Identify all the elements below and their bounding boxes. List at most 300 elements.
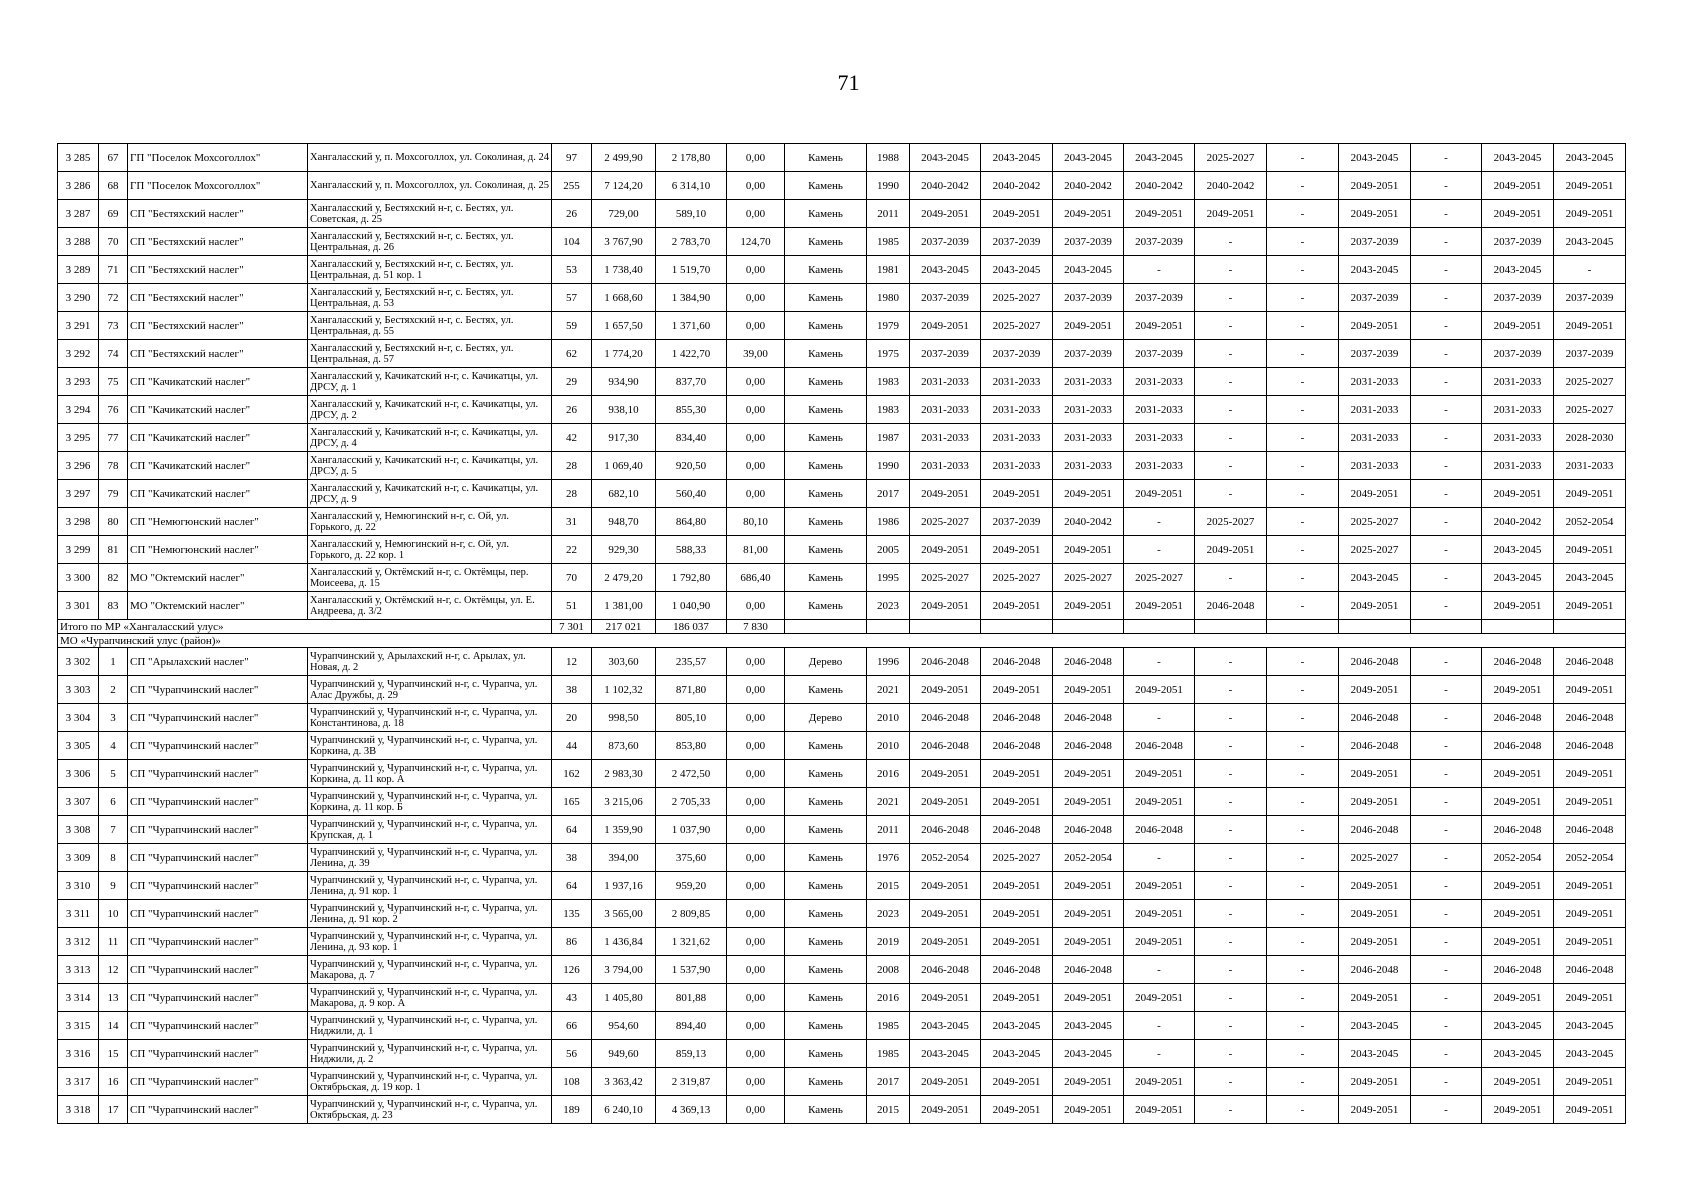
table-cell: 998,50 bbox=[592, 704, 656, 732]
table-cell: 2025-2027 bbox=[1554, 396, 1626, 424]
table-row bbox=[58, 424, 1626, 452]
table-cell: - bbox=[1411, 312, 1482, 340]
table-cell: 72 bbox=[99, 284, 128, 312]
table-cell: - bbox=[1411, 1096, 1482, 1124]
table-cell: 2043-2045 bbox=[910, 144, 981, 172]
table-cell: 3 310 bbox=[58, 872, 99, 900]
table-cell: 834,40 bbox=[656, 424, 727, 452]
table-cell: 560,40 bbox=[656, 480, 727, 508]
table-cell: 3 285 bbox=[58, 144, 99, 172]
table-cell: 2049-2051 bbox=[1339, 760, 1411, 788]
table-cell: 2049-2051 bbox=[1554, 676, 1626, 704]
table-cell: - bbox=[1267, 788, 1339, 816]
table-cell: 1 519,70 bbox=[656, 256, 727, 284]
table-cell: 3 bbox=[99, 704, 128, 732]
table-cell: 2037-2039 bbox=[910, 228, 981, 256]
table-cell: 0,00 bbox=[727, 704, 785, 732]
table-cell: - bbox=[1267, 368, 1339, 396]
table-cell: 0,00 bbox=[727, 592, 785, 620]
table-cell: 2040-2042 bbox=[1053, 172, 1124, 200]
table-cell: 3 307 bbox=[58, 788, 99, 816]
table-row bbox=[58, 172, 1626, 200]
table-cell: 2046-2048 bbox=[1053, 704, 1124, 732]
table-cell: 82 bbox=[99, 564, 128, 592]
table-cell: 2049-2051 bbox=[1124, 984, 1195, 1012]
table-cell: 2043-2045 bbox=[1554, 144, 1626, 172]
table-cell: 39,00 bbox=[727, 340, 785, 368]
table-cell: 2 178,80 bbox=[656, 144, 727, 172]
table-cell: 2049-2051 bbox=[1554, 760, 1626, 788]
table-cell: - bbox=[1124, 844, 1195, 872]
table-cell: - bbox=[1267, 1068, 1339, 1096]
table-cell: 2037-2039 bbox=[1124, 340, 1195, 368]
table-cell: 0,00 bbox=[727, 984, 785, 1012]
table-cell: - bbox=[1267, 284, 1339, 312]
table-cell: 2025-2027 bbox=[910, 508, 981, 536]
table-cell: Камень bbox=[785, 256, 867, 284]
table-row bbox=[58, 284, 1626, 312]
table-cell: 2031-2033 bbox=[1339, 396, 1411, 424]
table-cell: 3 304 bbox=[58, 704, 99, 732]
table-cell: 2025-2027 bbox=[981, 284, 1053, 312]
table-cell: СП "Чурапчинский наслег" bbox=[128, 704, 308, 732]
table-cell: 1996 bbox=[867, 648, 910, 676]
table-cell: 2046-2048 bbox=[1554, 648, 1626, 676]
table-cell: 1983 bbox=[867, 396, 910, 424]
table-cell: - bbox=[1195, 284, 1267, 312]
table-cell: Чурапчинский у, Чурапчинский н-г, с. Чурапча, ул. Октябрьская, д. 19 кор. 1 bbox=[308, 1068, 552, 1096]
table-cell: Дерево bbox=[785, 648, 867, 676]
table-cell: 68 bbox=[99, 172, 128, 200]
table-cell: - bbox=[1411, 984, 1482, 1012]
table-row bbox=[58, 676, 1626, 704]
table-cell: - bbox=[1124, 704, 1195, 732]
table-cell: 2037-2039 bbox=[1053, 228, 1124, 256]
table-cell: 10 bbox=[99, 900, 128, 928]
table-cell: 1985 bbox=[867, 228, 910, 256]
total-living-area: 186 037 bbox=[656, 620, 727, 634]
table-cell: Камень bbox=[785, 172, 867, 200]
table-cell: - bbox=[1195, 312, 1267, 340]
table-cell: 2046-2048 bbox=[910, 816, 981, 844]
table-cell: 2031-2033 bbox=[981, 424, 1053, 452]
table-cell: - bbox=[1195, 228, 1267, 256]
table-cell: 1983 bbox=[867, 368, 910, 396]
table-cell: 1985 bbox=[867, 1012, 910, 1040]
table-cell: 53 bbox=[552, 256, 592, 284]
table-cell: 2040-2042 bbox=[1053, 508, 1124, 536]
table-cell: СП "Чурапчинский наслег" bbox=[128, 1068, 308, 1096]
table-cell: 2011 bbox=[867, 200, 910, 228]
table-row bbox=[58, 1068, 1626, 1096]
table-cell: 1 359,90 bbox=[592, 816, 656, 844]
table-cell: 2023 bbox=[867, 592, 910, 620]
table-cell: 1 040,90 bbox=[656, 592, 727, 620]
table-cell: СП "Чурапчинский наслег" bbox=[128, 872, 308, 900]
table-cell: 2049-2051 bbox=[910, 900, 981, 928]
table-cell: ГП "Поселок Мохсоголлох" bbox=[128, 144, 308, 172]
table-cell: 0,00 bbox=[727, 256, 785, 284]
table-cell: 2031-2033 bbox=[1124, 424, 1195, 452]
table-cell: 2049-2051 bbox=[1124, 872, 1195, 900]
table-cell: 26 bbox=[552, 200, 592, 228]
table-cell: 0,00 bbox=[727, 1068, 785, 1096]
table-cell: 2040-2042 bbox=[1124, 172, 1195, 200]
table-cell: 1976 bbox=[867, 844, 910, 872]
table-cell: 2037-2039 bbox=[1053, 284, 1124, 312]
table-row bbox=[58, 956, 1626, 984]
table-cell: 2049-2051 bbox=[981, 928, 1053, 956]
table-cell: 2049-2051 bbox=[1554, 536, 1626, 564]
table-cell: Хангаласский у, п. Мохсоголлох, ул. Соколиная, д. 25 bbox=[308, 172, 552, 200]
table-cell: 2037-2039 bbox=[1339, 340, 1411, 368]
table-cell: 917,30 bbox=[592, 424, 656, 452]
table-cell: 853,80 bbox=[656, 732, 727, 760]
table-cell: СП "Качикатский наслег" bbox=[128, 452, 308, 480]
table-row bbox=[58, 704, 1626, 732]
table-cell: ГП "Поселок Мохсоголлох" bbox=[128, 172, 308, 200]
table-cell: 2052-2054 bbox=[1554, 844, 1626, 872]
table-cell: - bbox=[1195, 396, 1267, 424]
table-cell: 108 bbox=[552, 1068, 592, 1096]
table-row bbox=[58, 816, 1626, 844]
table-cell: 15 bbox=[99, 1040, 128, 1068]
table-cell: 255 bbox=[552, 172, 592, 200]
table-cell: 938,10 bbox=[592, 396, 656, 424]
table-cell: Хангаласский у, Качикатский н-г, с. Качикатцы, ул. ДРСУ, д. 9 bbox=[308, 480, 552, 508]
table-cell: 3 303 bbox=[58, 676, 99, 704]
table-row bbox=[58, 732, 1626, 760]
table-cell: 2049-2051 bbox=[1124, 480, 1195, 508]
table-cell: 2049-2051 bbox=[1339, 480, 1411, 508]
table-cell: 76 bbox=[99, 396, 128, 424]
table-cell: 2049-2051 bbox=[1053, 536, 1124, 564]
total-apartments: 7 301 bbox=[552, 620, 592, 634]
table-cell: 124,70 bbox=[727, 228, 785, 256]
table-cell: 2040-2042 bbox=[1195, 172, 1267, 200]
table-cell: 2028-2030 bbox=[1554, 424, 1626, 452]
table-cell: 2049-2051 bbox=[1053, 312, 1124, 340]
table-cell: 2037-2039 bbox=[1482, 228, 1554, 256]
table-cell: 1975 bbox=[867, 340, 910, 368]
table-cell: 1 436,84 bbox=[592, 928, 656, 956]
table-cell: - bbox=[1411, 844, 1482, 872]
table-cell: 2049-2051 bbox=[910, 984, 981, 1012]
table-cell: Камень bbox=[785, 536, 867, 564]
table-cell: СП "Бестяхский наслег" bbox=[128, 284, 308, 312]
table-cell: 3 296 bbox=[58, 452, 99, 480]
table-cell: 0,00 bbox=[727, 956, 785, 984]
table-cell: - bbox=[1267, 340, 1339, 368]
table-row bbox=[58, 368, 1626, 396]
table-cell: 2037-2039 bbox=[910, 284, 981, 312]
table-cell: 2049-2051 bbox=[1053, 760, 1124, 788]
table-cell: 2037-2039 bbox=[981, 228, 1053, 256]
table-cell: 2046-2048 bbox=[1195, 592, 1267, 620]
table-cell: 4 369,13 bbox=[656, 1096, 727, 1124]
table-cell: 2046-2048 bbox=[1339, 648, 1411, 676]
table-row bbox=[58, 256, 1626, 284]
table-cell: 3 297 bbox=[58, 480, 99, 508]
table-cell: 2017 bbox=[867, 1068, 910, 1096]
table-cell: 2049-2051 bbox=[910, 928, 981, 956]
table-cell: 2046-2048 bbox=[1053, 816, 1124, 844]
table-row bbox=[58, 760, 1626, 788]
table-cell: 3 287 bbox=[58, 200, 99, 228]
table-cell: 2049-2051 bbox=[1339, 312, 1411, 340]
table-cell: 2031-2033 bbox=[1339, 368, 1411, 396]
table-cell: Камень bbox=[785, 928, 867, 956]
table-cell: 2049-2051 bbox=[1554, 480, 1626, 508]
table-cell: СП "Чурапчинский наслег" bbox=[128, 900, 308, 928]
table-cell: Камень bbox=[785, 816, 867, 844]
table-cell: 2049-2051 bbox=[981, 1096, 1053, 1124]
table-cell: 2049-2051 bbox=[910, 1068, 981, 1096]
table-cell: 71 bbox=[99, 256, 128, 284]
table-cell: 2049-2051 bbox=[1339, 1068, 1411, 1096]
table-cell: 2037-2039 bbox=[1554, 340, 1626, 368]
table-cell: 3 300 bbox=[58, 564, 99, 592]
table-cell: 1 102,32 bbox=[592, 676, 656, 704]
table-cell: - bbox=[1195, 648, 1267, 676]
table-cell: 2037-2039 bbox=[1124, 284, 1195, 312]
table-cell: 7 124,20 bbox=[592, 172, 656, 200]
table-cell: - bbox=[1195, 732, 1267, 760]
table-cell: - bbox=[1195, 956, 1267, 984]
table-cell: - bbox=[1411, 732, 1482, 760]
table-cell: 2046-2048 bbox=[1554, 704, 1626, 732]
table-cell: 864,80 bbox=[656, 508, 727, 536]
table-cell: 2025-2027 bbox=[910, 564, 981, 592]
table-cell: 2049-2051 bbox=[1339, 900, 1411, 928]
table-cell: 20 bbox=[552, 704, 592, 732]
table-cell: СП "Бестяхский наслег" bbox=[128, 200, 308, 228]
table-cell: 1 069,40 bbox=[592, 452, 656, 480]
table-cell: - bbox=[1195, 564, 1267, 592]
table-cell: 6 240,10 bbox=[592, 1096, 656, 1124]
table-cell: - bbox=[1267, 228, 1339, 256]
table-cell: 28 bbox=[552, 480, 592, 508]
table-cell: 0,00 bbox=[727, 200, 785, 228]
table-row bbox=[58, 900, 1626, 928]
table-cell: 2049-2051 bbox=[1053, 200, 1124, 228]
table-cell: 73 bbox=[99, 312, 128, 340]
table-cell: 81,00 bbox=[727, 536, 785, 564]
table-cell: 1 668,60 bbox=[592, 284, 656, 312]
table-cell: - bbox=[1267, 900, 1339, 928]
table-cell: 3 288 bbox=[58, 228, 99, 256]
table-cell: 2046-2048 bbox=[1554, 956, 1626, 984]
table-cell: 2025-2027 bbox=[1554, 368, 1626, 396]
table-cell: МО "Октемский наслег" bbox=[128, 564, 308, 592]
table-cell: 729,00 bbox=[592, 200, 656, 228]
table-cell: Камень bbox=[785, 592, 867, 620]
table-cell: 2046-2048 bbox=[1482, 648, 1554, 676]
table-cell: 2025-2027 bbox=[1195, 144, 1267, 172]
table-row bbox=[58, 312, 1626, 340]
table-cell: - bbox=[1411, 872, 1482, 900]
table-row bbox=[58, 536, 1626, 564]
table-cell: 0,00 bbox=[727, 452, 785, 480]
table-cell: 70 bbox=[552, 564, 592, 592]
table-cell: 28 bbox=[552, 452, 592, 480]
table-cell: 2043-2045 bbox=[981, 1040, 1053, 1068]
table-cell: 2031-2033 bbox=[1482, 368, 1554, 396]
table-cell: 2025-2027 bbox=[1053, 564, 1124, 592]
table-cell: 2031-2033 bbox=[1053, 452, 1124, 480]
table-cell: 3 292 bbox=[58, 340, 99, 368]
table-cell: 2031-2033 bbox=[981, 368, 1053, 396]
table-cell: 2037-2039 bbox=[1554, 284, 1626, 312]
table-cell: 2046-2048 bbox=[981, 956, 1053, 984]
table-cell: - bbox=[1267, 452, 1339, 480]
table-cell: СП "Качикатский наслег" bbox=[128, 480, 308, 508]
table-cell: 2046-2048 bbox=[1482, 956, 1554, 984]
table-cell: 165 bbox=[552, 788, 592, 816]
table-cell: 2049-2051 bbox=[910, 872, 981, 900]
table-cell: 2049-2051 bbox=[981, 200, 1053, 228]
table-cell: 2031-2033 bbox=[1339, 452, 1411, 480]
table-cell: СП "Чурапчинский наслег" bbox=[128, 1012, 308, 1040]
table-cell: 2049-2051 bbox=[1482, 872, 1554, 900]
table-cell: 2046-2048 bbox=[1554, 732, 1626, 760]
table-cell: Хангаласский у, Качикатский н-г, с. Качикатцы, ул. ДРСУ, д. 4 bbox=[308, 424, 552, 452]
table-cell: 2043-2045 bbox=[910, 256, 981, 284]
table-cell: Хангаласский у, Бестяхский н-г, с. Бестях, ул. Советская, д. 25 bbox=[308, 200, 552, 228]
table-cell: 2031-2033 bbox=[1124, 396, 1195, 424]
table-cell: 2031-2033 bbox=[1482, 396, 1554, 424]
table-cell: 2046-2048 bbox=[981, 704, 1053, 732]
table-cell: - bbox=[1411, 760, 1482, 788]
table-cell: 69 bbox=[99, 200, 128, 228]
table-row bbox=[58, 144, 1626, 172]
table-cell: СП "Чурапчинский наслег" bbox=[128, 816, 308, 844]
table-cell: 2037-2039 bbox=[981, 508, 1053, 536]
table-cell: - bbox=[1195, 1068, 1267, 1096]
table-cell: 0,00 bbox=[727, 172, 785, 200]
table-cell: Камень bbox=[785, 144, 867, 172]
table-cell: 1 657,50 bbox=[592, 312, 656, 340]
table-cell: 2049-2051 bbox=[1482, 312, 1554, 340]
table-cell: 0,00 bbox=[727, 480, 785, 508]
table-cell: 12 bbox=[552, 648, 592, 676]
table-cell: - bbox=[1267, 676, 1339, 704]
table-cell: - bbox=[1267, 312, 1339, 340]
table-cell: 2011 bbox=[867, 816, 910, 844]
table-cell: 682,10 bbox=[592, 480, 656, 508]
table-cell: 3 312 bbox=[58, 928, 99, 956]
table-cell: 3 295 bbox=[58, 424, 99, 452]
table-cell: Камень bbox=[785, 200, 867, 228]
table-cell: 31 bbox=[552, 508, 592, 536]
table-cell: 2046-2048 bbox=[981, 732, 1053, 760]
table-cell: 2040-2042 bbox=[910, 172, 981, 200]
table-cell: СП "Бестяхский наслег" bbox=[128, 228, 308, 256]
table-cell: 0,00 bbox=[727, 844, 785, 872]
table-cell: 2019 bbox=[867, 928, 910, 956]
table-cell: 2031-2033 bbox=[1053, 368, 1124, 396]
table-cell: Камень bbox=[785, 788, 867, 816]
table-cell: 0,00 bbox=[727, 312, 785, 340]
table-cell: - bbox=[1195, 928, 1267, 956]
table-cell: - bbox=[1195, 452, 1267, 480]
table-cell: 1990 bbox=[867, 172, 910, 200]
table-cell: 0,00 bbox=[727, 816, 785, 844]
table-cell: 2049-2051 bbox=[1554, 788, 1626, 816]
table-cell: 2 983,30 bbox=[592, 760, 656, 788]
table-cell: 2049-2051 bbox=[1124, 200, 1195, 228]
table-row bbox=[58, 508, 1626, 536]
table-cell: 2046-2048 bbox=[1554, 816, 1626, 844]
table-cell: 0,00 bbox=[727, 1096, 785, 1124]
table-cell: 2043-2045 bbox=[1554, 564, 1626, 592]
churapchinsky-rows bbox=[58, 648, 1626, 1124]
table-cell: 2049-2051 bbox=[981, 1068, 1053, 1096]
table-cell: Камень bbox=[785, 900, 867, 928]
table-cell: 2037-2039 bbox=[981, 340, 1053, 368]
table-cell: 97 bbox=[552, 144, 592, 172]
table-cell: Камень bbox=[785, 956, 867, 984]
table-cell: 2049-2051 bbox=[1053, 1096, 1124, 1124]
table-cell: - bbox=[1411, 1040, 1482, 1068]
table-cell: - bbox=[1411, 256, 1482, 284]
table-cell: 2049-2051 bbox=[1482, 1068, 1554, 1096]
table-row bbox=[58, 1012, 1626, 1040]
table-cell: 2049-2051 bbox=[1482, 984, 1554, 1012]
table-cell: - bbox=[1411, 1012, 1482, 1040]
table-cell: 2040-2042 bbox=[981, 172, 1053, 200]
table-cell: 3 311 bbox=[58, 900, 99, 928]
table-cell: - bbox=[1411, 368, 1482, 396]
table-cell: 855,30 bbox=[656, 396, 727, 424]
table-cell: Хангаласский у, Бестяхский н-г, с. Бестях, ул. Центральная, д. 53 bbox=[308, 284, 552, 312]
table-cell: - bbox=[1195, 872, 1267, 900]
table-cell: СП "Немюгюнский наслег" bbox=[128, 536, 308, 564]
table-cell: 2049-2051 bbox=[981, 788, 1053, 816]
table-cell: 2031-2033 bbox=[1482, 424, 1554, 452]
table-cell: 2049-2051 bbox=[1124, 592, 1195, 620]
khangalassky-rows bbox=[58, 144, 1626, 620]
table-cell: СП "Чурапчинский наслег" bbox=[128, 676, 308, 704]
table-cell: - bbox=[1411, 676, 1482, 704]
table-cell: 3 291 bbox=[58, 312, 99, 340]
table-row bbox=[58, 340, 1626, 368]
table-cell: СП "Качикатский наслег" bbox=[128, 424, 308, 452]
table-cell: СП "Немюгюнский наслег" bbox=[128, 508, 308, 536]
table-cell: 2005 bbox=[867, 536, 910, 564]
table-cell: 2043-2045 bbox=[1482, 1012, 1554, 1040]
section-header-row bbox=[58, 634, 1626, 648]
table-cell: 38 bbox=[552, 844, 592, 872]
table-cell: 2049-2051 bbox=[1339, 984, 1411, 1012]
table-cell: - bbox=[1195, 256, 1267, 284]
table-cell: 1980 bbox=[867, 284, 910, 312]
table-row bbox=[58, 228, 1626, 256]
table-cell: - bbox=[1411, 1068, 1482, 1096]
table-cell: Чурапчинский у, Чурапчинский н-г, с. Чурапча, ул. Крупская, д. 1 bbox=[308, 816, 552, 844]
district-total bbox=[58, 620, 1626, 648]
table-cell: 2025-2027 bbox=[1339, 508, 1411, 536]
table-cell: 86 bbox=[552, 928, 592, 956]
table-cell: - bbox=[1195, 760, 1267, 788]
table-cell: Камень bbox=[785, 368, 867, 396]
table-cell: 2049-2051 bbox=[1124, 676, 1195, 704]
table-cell: 2043-2045 bbox=[981, 256, 1053, 284]
table-cell: 2049-2051 bbox=[1053, 984, 1124, 1012]
table-cell: Чурапчинский у, Чурапчинский н-г, с. Чурапча, ул. Ленина, д. 93 кор. 1 bbox=[308, 928, 552, 956]
table-cell: 1986 bbox=[867, 508, 910, 536]
table-cell: 2049-2051 bbox=[910, 676, 981, 704]
